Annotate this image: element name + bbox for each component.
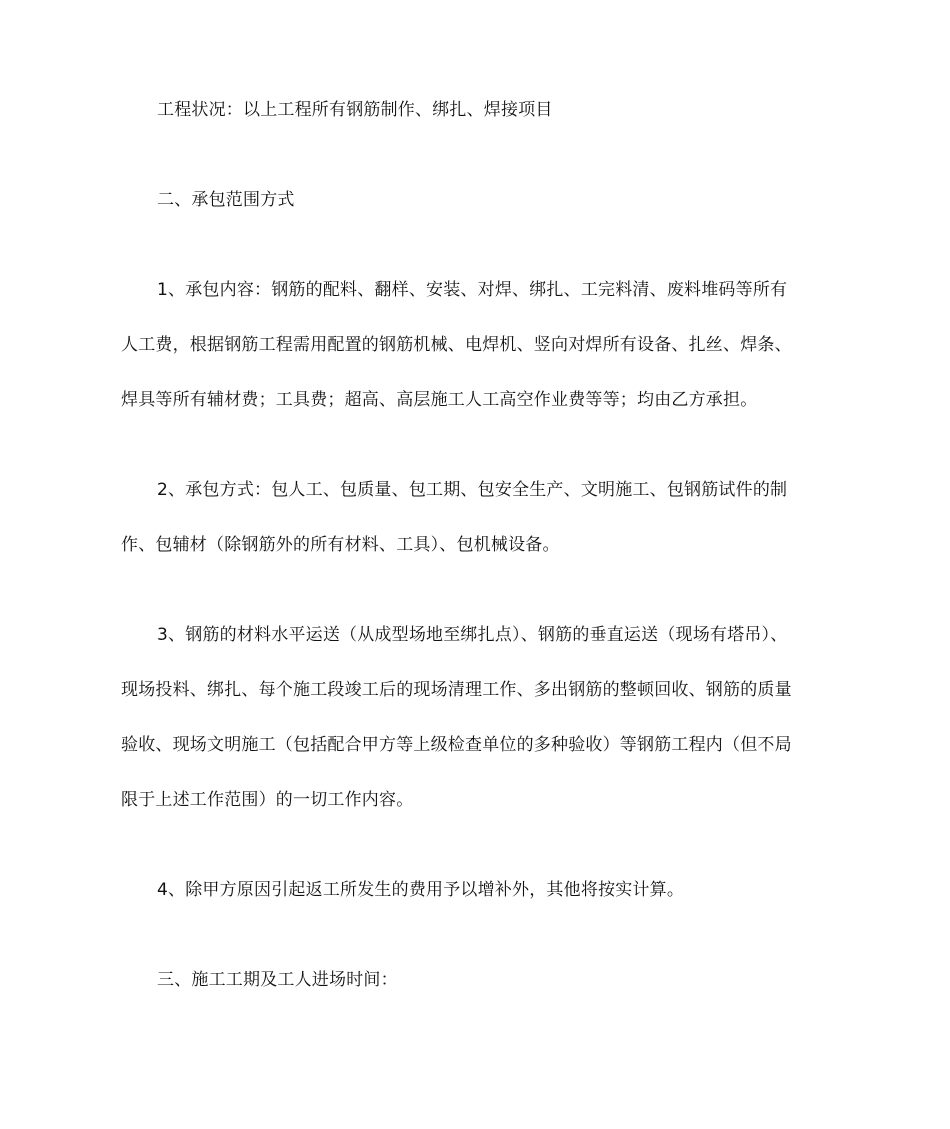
item-1-line-3: 焊具等所有辅材费；工具费；超高、高层施工人工高空作业费等等；均由乙方承担。 bbox=[121, 390, 758, 410]
item-3-line-4: 限于上述工作范围）的一切工作内容。 bbox=[121, 790, 414, 810]
item-2-line-1: 2、承包方式：包人工、包质量、包工期、包安全生产、文明施工、包钢筋试件的制 bbox=[157, 480, 788, 500]
item-1-line-1: 1、承包内容：钢筋的配料、翻样、安装、对焊、绑扎、工完料清、废料堆码等所有 bbox=[157, 280, 788, 300]
project-status-line: 工程状况：以上工程所有钢筋制作、绑扎、焊接项目 bbox=[157, 100, 553, 120]
item-1-line-2: 人工费，根据钢筋工程需用配置的钢筋机械、电焊机、竖向对焊所有设备、扎丝、焊条、 bbox=[121, 335, 792, 355]
item-4-line-1: 4、除甲方原因引起返工所发生的费用予以增补外，其他将按实计算。 bbox=[157, 880, 685, 900]
item-3-line-1: 3、钢筋的材料水平运送（从成型场地至绑扎点）、钢筋的垂直运送（现场有塔吊）、 bbox=[157, 625, 788, 645]
section-two-heading: 二、承包范围方式 bbox=[157, 190, 295, 210]
item-3-line-3: 验收、现场文明施工（包括配合甲方等上级检查单位的多种验收）等钢筋工程内（但不局 bbox=[121, 735, 792, 755]
item-2-line-2: 作、包辅材（除钢筋外的所有材料、工具）、包机械设备。 bbox=[121, 535, 560, 555]
section-three-heading: 三、施工工期及工人进场时间： bbox=[157, 970, 398, 990]
item-3-line-2: 现场投料、绑扎、每个施工段竣工后的现场清理工作、多出钢筋的整顿回收、钢筋的质量 bbox=[121, 680, 792, 700]
